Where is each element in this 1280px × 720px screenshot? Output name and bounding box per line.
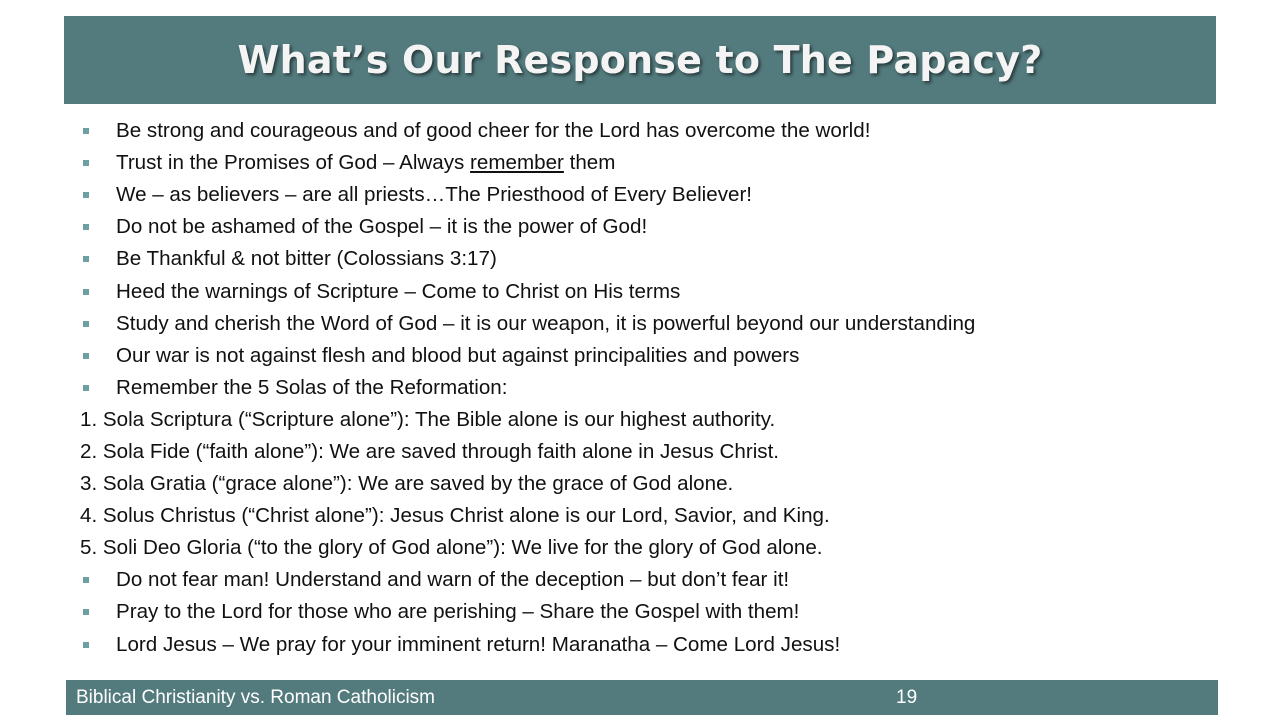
square-bullet-icon xyxy=(83,321,89,327)
list-item xyxy=(80,596,1220,628)
list-item-text xyxy=(116,151,615,175)
list-item xyxy=(80,629,1220,661)
list-item xyxy=(80,275,1220,307)
square-bullet-icon xyxy=(83,256,89,262)
square-bullet-icon xyxy=(83,128,89,134)
square-bullet-icon xyxy=(83,577,89,583)
square-bullet-icon xyxy=(83,385,89,391)
list-item-text: Study and cherish the Word of God – it is our weapon, it is powerful beyond our understanding xyxy=(116,311,976,335)
list-item xyxy=(80,147,1220,179)
numbered-item xyxy=(80,532,1220,564)
list-item-text: Heed the warnings of Scripture – Come to Christ on His terms xyxy=(116,279,681,303)
list-item xyxy=(80,179,1220,211)
list-item-text: Lord Jesus – We pray for your imminent return! Maranatha – Come Lord Jesus! xyxy=(116,632,841,656)
numbered-item xyxy=(80,436,1220,468)
square-bullet-icon xyxy=(83,160,89,166)
square-bullet-icon xyxy=(83,353,89,359)
list-item-text: Do not fear man! Understand and warn of the deception – but don’t fear it! xyxy=(116,568,790,592)
square-bullet-icon xyxy=(83,642,89,648)
numbered-item-text: 3. Sola Gratia (“grace alone”): We are saved by the grace of God alone. xyxy=(80,472,734,496)
list-item xyxy=(80,308,1220,340)
list-item-text: Be strong and courageous and of good cheer for the Lord has overcome the world! xyxy=(116,119,871,143)
list-item xyxy=(80,115,1220,147)
numbered-item-text: 1. Sola Scriptura (“Scripture alone”): The Bible alone is our highest authority. xyxy=(80,407,776,431)
list-item-text-before: Trust in the Promises of God – Always xyxy=(116,151,471,175)
list-item xyxy=(80,211,1220,243)
square-bullet-icon xyxy=(83,224,89,230)
square-bullet-icon xyxy=(83,192,89,198)
list-item-text: Remember the 5 Solas of the Reformation: xyxy=(116,375,508,399)
page-number: 19 xyxy=(896,687,918,708)
underlined-word: remember xyxy=(470,151,564,175)
list-item-text: We – as believers – are all priests…The Priesthood of Every Believer! xyxy=(116,183,753,207)
numbered-item xyxy=(80,468,1220,500)
list-item-text: Do not be ashamed of the Gospel – it is the power of God! xyxy=(116,215,648,239)
list-item xyxy=(80,243,1220,275)
numbered-item xyxy=(80,500,1220,532)
list-item-text: Our war is not against flesh and blood but against principalities and powers xyxy=(116,343,800,367)
list-item xyxy=(80,372,1220,404)
square-bullet-icon xyxy=(83,609,89,615)
slide-title: What’s Our Response to The Papacy? xyxy=(237,38,1043,82)
list-item-text: Pray to the Lord for those who are perishing – Share the Gospel with them! xyxy=(116,600,800,624)
footer-text: Biblical Christianity vs. Roman Catholicism xyxy=(76,687,435,708)
numbered-item-text: 2. Sola Fide (“faith alone”): We are saved through faith alone in Jesus Christ. xyxy=(80,439,780,463)
list-item-text: Be Thankful & not bitter (Colossians 3:17) xyxy=(116,247,497,271)
footer-bar xyxy=(66,680,1218,715)
list-item xyxy=(80,340,1220,372)
numbered-item-text: 5. Soli Deo Gloria (“to the glory of God alone”): We live for the glory of God alone. xyxy=(80,536,823,560)
numbered-item xyxy=(80,404,1220,436)
square-bullet-icon xyxy=(83,289,89,295)
bullet-list xyxy=(80,115,1220,661)
list-item xyxy=(80,564,1220,596)
title-bar xyxy=(64,16,1216,104)
numbered-item-text: 4. Solus Christus (“Christ alone”): Jesus Christ alone is our Lord, Savior, and King. xyxy=(80,504,830,528)
list-item-text-after: them xyxy=(563,151,616,175)
